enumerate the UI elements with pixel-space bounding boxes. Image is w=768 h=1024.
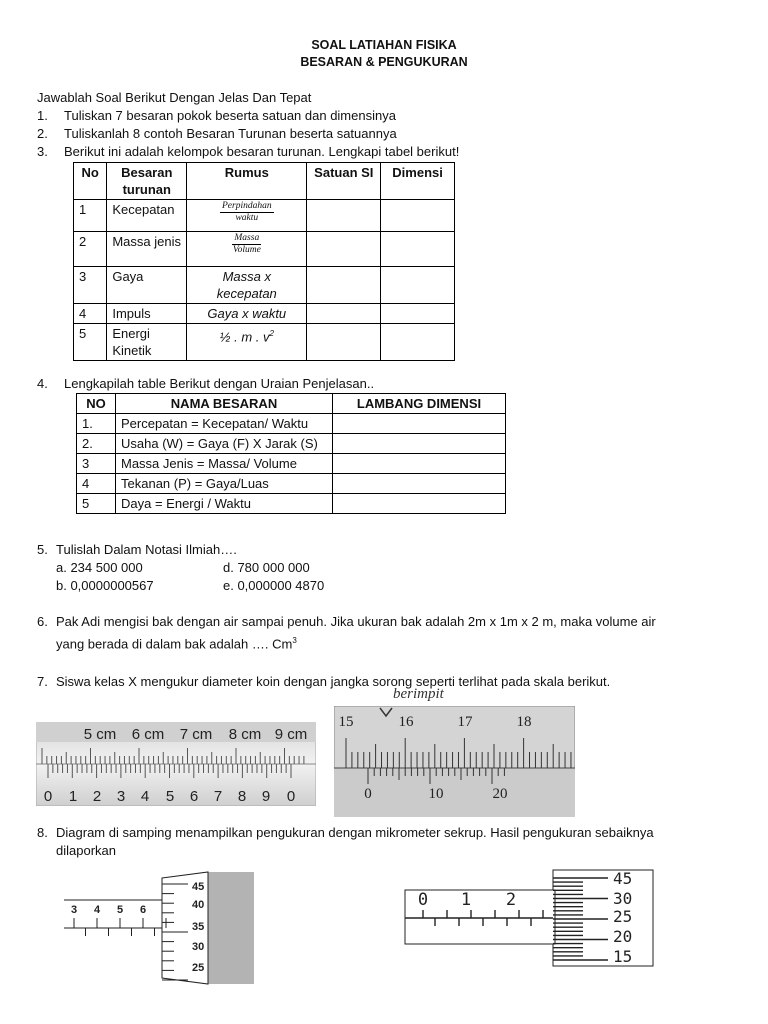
t1-header-quantity: Besaran turunan: [107, 163, 187, 200]
micrometer-right-thimble-label: 15: [613, 947, 633, 966]
micrometer-left-thimble-label: 40: [192, 899, 205, 911]
q6-number: 6.: [37, 614, 48, 629]
q6-line2-text: yang berada di dalam bak adalah …. Cm: [56, 636, 293, 652]
denominator: Volume: [232, 245, 261, 255]
t1-quantity: Kecepatan: [107, 200, 187, 232]
vernier-left-top-label: 5 cm: [83, 726, 117, 743]
table-row: [77, 494, 506, 514]
title-line-2: BESARAN & PENGUKURAN: [300, 55, 468, 69]
t1-quantity: Gaya: [107, 267, 187, 304]
vernier-left-bottom-label: 5: [165, 788, 175, 805]
vernier-left-bottom-label: 6: [189, 788, 199, 805]
dimension-table: [76, 393, 506, 514]
t2-name: Percepatan = Kecepatan/ Waktu: [116, 414, 333, 434]
t2-dimension-blank[interactable]: [333, 454, 506, 474]
t2-no: 3: [77, 454, 116, 474]
micrometer-left-main-label: 3: [70, 904, 78, 916]
coincide-label: berimpit: [393, 686, 444, 702]
micrometer-diagram-right: [403, 868, 655, 968]
t1-no: 1: [74, 200, 107, 232]
table-row: [77, 434, 506, 454]
table-row: [74, 304, 455, 324]
t2-name: Usaha (W) = Gaya (F) X Jarak (S): [116, 434, 333, 454]
vernier-left-bottom-label: 3: [116, 788, 126, 805]
q1-text: Tuliskan 7 besaran pokok beserta satuan dan dimensinya: [64, 108, 396, 123]
micrometer-right-thimble-label: 25: [613, 907, 633, 926]
q4-text: Lengkapilah table Berikut dengan Uraian Penjelasan..: [64, 376, 375, 391]
vernier-left-top-label: 7 cm: [179, 726, 213, 743]
table-row: [74, 200, 455, 232]
t1-dimension-blank[interactable]: [381, 232, 455, 267]
q6-line2: [56, 632, 297, 652]
t2-dimension-blank[interactable]: [333, 434, 506, 454]
q5-b: b. 0,0000000567: [56, 578, 154, 593]
formula-text: ½ . m . v: [219, 329, 270, 345]
micrometer-left-thimble-label: 45: [192, 881, 205, 893]
t1-quantity: Impuls: [107, 304, 187, 324]
micrometer-right-thimble-label: 30: [613, 889, 633, 908]
q6-line1: Pak Adi mengisi bak dengan air sampai penuh. Jika ukuran bak adalah 2m x 1m x 2 m, maka volume air: [56, 614, 656, 629]
vernier-left-bottom-label: 4: [140, 788, 150, 805]
t1-dimension-blank[interactable]: [381, 200, 455, 232]
vernier-right-bottom-label: 10: [428, 786, 444, 802]
micrometer-left-main-label: 5: [116, 904, 124, 916]
t2-name: Massa Jenis = Massa/ Volume: [116, 454, 333, 474]
q3-text: Berikut ini adalah kelompok besaran turunan. Lengkapi tabel berikut!: [64, 144, 460, 159]
t1-header-formula: Rumus: [187, 163, 307, 200]
micrometer-right-thimble-label: 20: [613, 927, 633, 946]
t2-name: Daya = Energi / Waktu: [116, 494, 333, 514]
t1-si-unit-blank[interactable]: [307, 200, 381, 232]
micrometer-left-main-label: 4: [93, 904, 101, 916]
t2-no: 5: [77, 494, 116, 514]
q5-a: a. 234 500 000: [56, 560, 143, 575]
fraction: [232, 233, 261, 256]
derived-quantity-table: [73, 162, 455, 361]
q8-number: 8.: [37, 825, 48, 840]
exponent: 2: [269, 329, 274, 338]
t2-no: 1.: [77, 414, 116, 434]
table-row: [74, 267, 455, 304]
t1-si-unit-blank[interactable]: [307, 267, 381, 304]
q5-e: e. 0,000000 4870: [223, 578, 325, 593]
t1-quantity: Massa jenis: [107, 232, 187, 267]
t1-dimension-blank[interactable]: [381, 324, 455, 361]
vernier-left-bottom-label: 9: [261, 788, 271, 805]
t2-name: Tekanan (P) = Gaya/Luas: [116, 474, 333, 494]
q3-number: 3.: [37, 144, 48, 159]
micrometer-right-main-label: 2: [505, 890, 517, 910]
t2-dimension-blank[interactable]: [333, 414, 506, 434]
t1-dimension-blank[interactable]: [381, 267, 455, 304]
t1-si-unit-blank[interactable]: [307, 232, 381, 267]
t1-no: 5: [74, 324, 107, 361]
t1-header-dimension: Dimensi: [381, 163, 455, 200]
t1-header-no: No: [74, 163, 107, 200]
micrometer-left-main-label: 6: [139, 904, 147, 916]
vernier-right-top-label: 18: [516, 714, 532, 730]
micrometer-left-thimble-label: 25: [192, 962, 205, 974]
micrometer-right-main-label: 1: [460, 890, 472, 910]
exponent: 3: [292, 636, 297, 645]
t2-dimension-blank[interactable]: [333, 474, 506, 494]
q8-line2: dilaporkan: [56, 843, 116, 858]
numerator: Perpindahan: [221, 201, 272, 211]
table-row: [74, 324, 455, 361]
vernier-left-bottom-label: 1: [68, 788, 78, 805]
vernier-left-bottom-label: 7: [213, 788, 223, 805]
q2-text: Tuliskanlah 8 contoh Besaran Turunan beserta satuannya: [64, 126, 397, 141]
micrometer-left-thimble-label: 30: [192, 941, 205, 953]
t1-header-si-unit: Satuan SI: [307, 163, 381, 200]
vernier-caliper-scale-right: [334, 706, 575, 817]
q5-number: 5.: [37, 542, 48, 557]
vernier-left-top-label: 9 cm: [274, 726, 308, 743]
micrometer-diagram-left: [62, 870, 256, 988]
t1-si-unit-blank[interactable]: [307, 324, 381, 361]
t1-formula: [187, 324, 307, 361]
table-row: [77, 474, 506, 494]
t2-dimension-blank[interactable]: [333, 494, 506, 514]
table-row: [77, 454, 506, 474]
t1-dimension-blank[interactable]: [381, 304, 455, 324]
denominator: waktu: [235, 213, 259, 223]
vernier-left-bottom-label: 0: [286, 788, 296, 805]
t2-header-no: NO: [77, 394, 116, 414]
table-row: [77, 414, 506, 434]
vernier-left-bottom-label: 8: [237, 788, 247, 805]
t2-no: 4: [77, 474, 116, 494]
q7-number: 7.: [37, 674, 48, 689]
t1-si-unit-blank[interactable]: [307, 304, 381, 324]
title-line-1: SOAL LATIAHAN FISIKA: [311, 38, 457, 52]
q2-number: 2.: [37, 126, 48, 141]
numerator: Massa: [234, 233, 260, 243]
vernier-right-top-label: 16: [398, 714, 414, 730]
vernier-left-top-label: 8 cm: [228, 726, 262, 743]
vernier-right-top-label: 17: [457, 714, 473, 730]
t2-header-name: NAMA BESARAN: [116, 394, 333, 414]
q5-d: d. 780 000 000: [223, 560, 310, 575]
table-row: [74, 232, 455, 267]
vernier-left-bottom-label: 0: [43, 788, 53, 805]
vernier-caliper-scale-left: [36, 722, 316, 806]
t1-formula: Massa x kecepatan: [187, 267, 307, 304]
q8-line1: Diagram di samping menampilkan pengukuran dengan mikrometer sekrup. Hasil pengukuran sebaiknya: [56, 825, 654, 840]
vernier-left-bottom-label: 2: [92, 788, 102, 805]
t1-formula: [187, 200, 307, 232]
vernier-right-bottom-label: 0: [364, 786, 372, 802]
t1-quantity: Energi Kinetik: [107, 324, 187, 361]
t2-header-dimension: LAMBANG DIMENSI: [333, 394, 506, 414]
micrometer-left-thimble-label: 35: [192, 921, 205, 933]
instruction: Jawablah Soal Berikut Dengan Jelas Dan Tepat: [37, 90, 312, 105]
micrometer-right-thimble-label: 45: [613, 869, 633, 888]
t1-no: 3: [74, 267, 107, 304]
vernier-left-top-label: 6 cm: [131, 726, 165, 743]
t1-no: 4: [74, 304, 107, 324]
micrometer-right-main-label: 0: [417, 890, 429, 910]
q4-number: 4.: [37, 376, 48, 391]
t1-no: 2: [74, 232, 107, 267]
vernier-right-bottom-label: 20: [492, 786, 508, 802]
q7-text: Siswa kelas X mengukur diameter koin dengan jangka sorong seperti terlihat pada skala berikut.: [56, 674, 611, 689]
t1-formula: Gaya x waktu: [187, 304, 307, 324]
vernier-right-top-label: 15: [338, 714, 354, 730]
q1-number: 1.: [37, 108, 48, 123]
t1-formula: [187, 232, 307, 267]
fraction: [220, 201, 274, 224]
q5-text: Tulislah Dalam Notasi Ilmiah….: [56, 542, 237, 557]
t2-no: 2.: [77, 434, 116, 454]
